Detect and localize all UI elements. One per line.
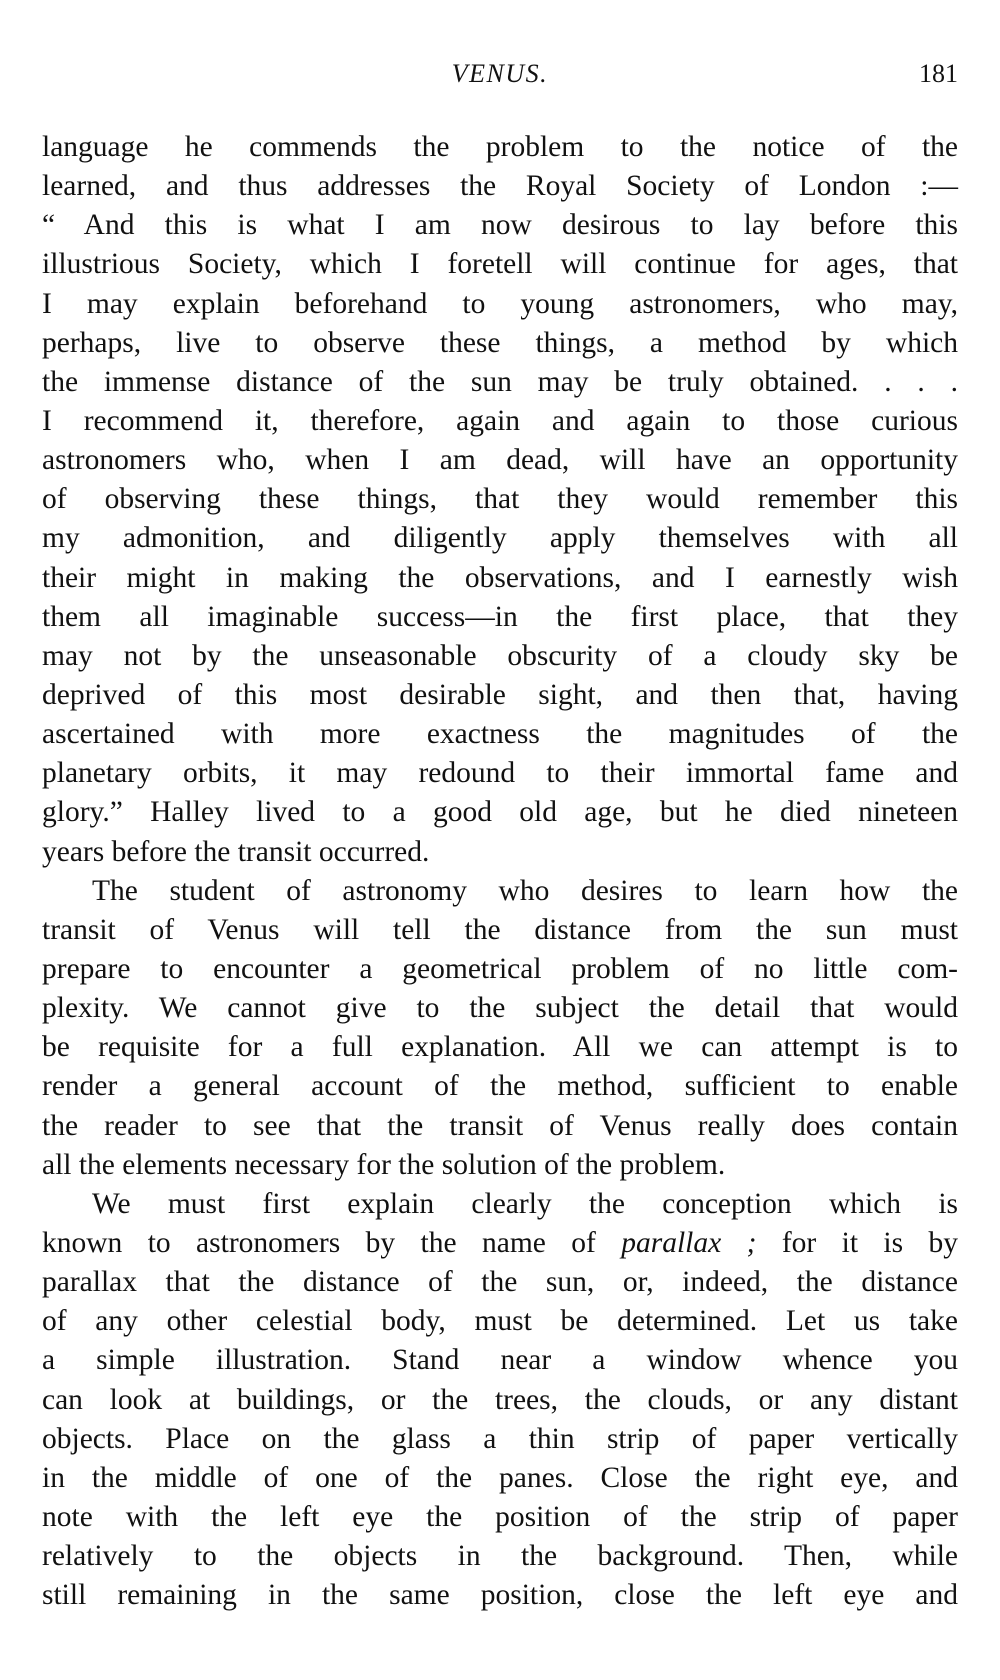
text-line: the immense distance of the sun may be truly obtained. . . . [42, 365, 958, 398]
text-line: years before the transit occurred. [42, 835, 430, 868]
text-line: parallax that the distance of the sun, or, indeed, the distance [42, 1266, 958, 1299]
text-body [42, 128, 958, 1615]
text-line: language he commends the problem to the notice of the [42, 131, 958, 163]
text-line: be requisite for a full explanation. All we can attempt is to [42, 1031, 958, 1064]
text-line: We must first explain clearly the conception which is [92, 1187, 958, 1220]
text-run: for it is by [756, 1226, 959, 1259]
text-line: The student of astronomy who desires to learn how the [92, 874, 958, 907]
text-line: relatively to the objects in the background. Then, while [42, 1540, 958, 1573]
text-line: deprived of this most desirable sight, and then that, having [42, 678, 958, 711]
paragraph-2 [42, 872, 958, 1185]
text-line: of observing these things, that they would remember this [42, 483, 958, 516]
text-line: may not by the unseasonable obscurity of a cloudy sky be [42, 639, 958, 672]
text-line: of any other celestial body, must be determined. Let us take [42, 1305, 958, 1338]
italic-term-parallax: parallax ; [621, 1226, 757, 1259]
text-line: plexity. We cannot give to the subject the detail that would [42, 992, 958, 1025]
text-line: planetary orbits, it may redound to their immortal fame and [42, 757, 958, 790]
text-line: ascertained with more exactness the magnitudes of the [42, 718, 958, 751]
running-header [42, 56, 958, 92]
paragraph-1 [42, 128, 958, 872]
text-line: prepare to encounter a geometrical problem of no little com- [42, 952, 958, 985]
text-line: in the middle of one of the panes. Close the right eye, and [42, 1461, 958, 1494]
running-title: VENUS. [451, 59, 549, 88]
text-line: my admonition, and diligently apply themselves with all [42, 522, 958, 555]
text-line [42, 1224, 958, 1263]
page-number: 181 [919, 59, 958, 88]
text-line: the reader to see that the transit of Venus really does contain [42, 1109, 958, 1142]
text-line: note with the left eye the position of the strip of paper [42, 1500, 958, 1533]
text-line: perhaps, live to observe these things, a method by which [42, 326, 958, 359]
text-run: known to astronomers by the name of [42, 1226, 622, 1259]
text-line: illustrious Society, which I foretell will continue for ages, that [42, 248, 958, 281]
text-line: objects. Place on the glass a thin strip of paper vertically [42, 1422, 958, 1455]
text-line: them all imaginable success—in the first place, that they [42, 600, 958, 633]
text-line: can look at buildings, or the trees, the clouds, or any distant [42, 1383, 958, 1416]
text-line: I recommend it, therefore, again and again to those curious [42, 404, 958, 437]
text-line: learned, and thus addresses the Royal Society of London :— [42, 170, 958, 203]
text-line: “ And this is what I am now desirous to lay before this [42, 209, 958, 242]
text-line: their might in making the observations, and I earnestly wish [42, 561, 958, 594]
text-line: astronomers who, when I am dead, will have an opportunity [42, 444, 958, 477]
text-line: a simple illustration. Stand near a window whence you [42, 1344, 958, 1377]
text-line: all the elements necessary for the solution of the problem. [42, 1148, 726, 1181]
text-line: still remaining in the same position, close the left eye and [42, 1579, 958, 1612]
text-line: glory.” Halley lived to a good old age, but he died nineteen [42, 796, 958, 829]
text-line: render a general account of the method, sufficient to enable [42, 1070, 958, 1103]
text-line: I may explain beforehand to young astronomers, who may, [42, 287, 958, 320]
paragraph-3 [42, 1185, 958, 1616]
text-line: transit of Venus will tell the distance from the sun must [42, 913, 958, 946]
